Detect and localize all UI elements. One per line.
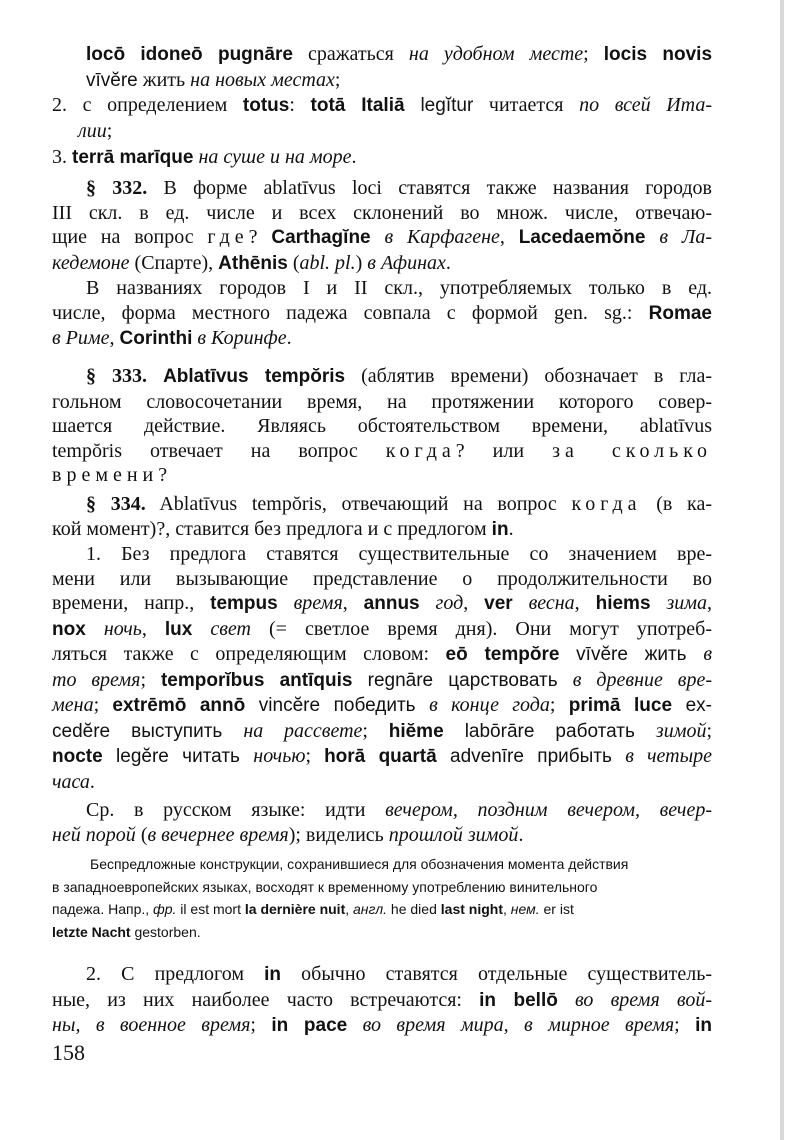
s332-line-1: § 332. В форме ablatīvus loci ставятся также названия городов — [86, 177, 712, 199]
s333-line-5: времени? — [52, 464, 168, 486]
note-line-2: в западноевропейских языках, восходят к временному употреблению винительного — [52, 878, 598, 895]
s334-line-4: мени или вызывающие представление о продолжительности во — [52, 567, 712, 590]
s333-line-3: шается действие. Являясь обстоятельством времени, ablatīvus — [52, 415, 712, 437]
line-loco-idoneo: locō idoneō pugnāre сражаться на удобном месте; locis novis — [86, 43, 713, 65]
s334-line-1: § 334. Ablatīvus tempŏris, отвечающий на вопрос когда (в ка- — [86, 493, 712, 515]
p2-line-2: ные, из них наиболее часто встречаются: in bellō во время вой- — [52, 988, 712, 1011]
section-332 — [52, 176, 712, 352]
page-number: 158 — [52, 1040, 85, 1065]
s333-line-2: гольном словосочетании время, на протяжении которого совер- — [52, 390, 712, 413]
s334-line-9: мена; extrēmō annō vincĕre победить в конце года; primā luce ex- — [52, 694, 712, 716]
s334-line-8: то время; temporĭbus antīquis regnāre царствовать в древние вре- — [52, 668, 712, 691]
list-item-3: 3. terrā marīque на суше и на море. — [52, 146, 357, 168]
s334-line-5: времени, напр., tempus время, annus год, ver весна, hiems зима, — [52, 592, 713, 614]
s333-line-1: § 333. Ablatīvus tempŏris (аблятив времени) обозначает в гла- — [86, 365, 712, 387]
s334-line-7: ляться также с определяющим словом: eō tempŏre vīvĕre жить в — [52, 643, 712, 665]
list-item-2-cont: лии; — [78, 119, 113, 142]
note-line-1: Беспредложные конструкции, сохранившиеся для обозначения момента действия — [90, 856, 629, 872]
s332-line-6: числе, форма местного падежа совпала с формой gen. sg.: Romae — [52, 301, 712, 324]
s332-line-3: щие на вопрос где? Carthagĭne в Карфагене, Lacedaemŏne в Ла- — [52, 226, 713, 248]
list-item-2: 2. с определением totus: totā Italiā legĭtur читается по всей Ита- — [52, 94, 713, 116]
note-line-4: letzte Nacht gestorben. — [52, 923, 201, 940]
paragraph-2-with-in — [52, 962, 712, 1039]
s334-line-12: часа. — [52, 770, 95, 793]
s334-line-10: cedĕre выступить на рассвете; hiĕme labōrāre работать зимой; — [52, 719, 713, 742]
section-333 — [52, 364, 712, 488]
s334-line-3: 1. Без предлога ставятся существительные со значением вре- — [86, 543, 712, 565]
s332-line-5: В названиях городов I и II скл., употребляемых только в ед. — [86, 277, 712, 299]
p2-line-3: ны, в военное время; in pace во время мира, в мирное время; in — [52, 1014, 712, 1036]
page-edge-shadow — [780, 0, 784, 1140]
note-line-3: падежа. Напр., фр. il est mort la dernière nuit, англ. he died last night, нем. er ist — [52, 901, 574, 917]
s332-line-2: III скл. в ед. числе и всех склонений во множ. числе, отвечаю- — [52, 201, 712, 224]
s334-line-2: кой момент)?, ставится без предлога и с предлогом in. — [52, 517, 514, 540]
s332-line-7: в Риме, Corinthi в Коринфе. — [52, 327, 292, 349]
comparison-line-2: ней порой (в вечернее время); виделись прошлой зимой. — [52, 823, 524, 846]
comparison-line-1: Ср. в русском языке: идти вечером, поздним вечером, вечер- — [86, 799, 712, 821]
p2-line-1: 2. С предлогом in обычно ставятся отдельные существитель- — [86, 963, 712, 985]
line-vivere: vīvĕre жить на новых местах; — [86, 68, 341, 91]
s334-line-11: nocte legĕre читать ночью; horā quartā advenīre прибыть в четыре — [52, 745, 712, 767]
s334-line-6: nox ночь, lux свет (= светлое время дня). Они могут употреб- — [52, 617, 713, 640]
small-print-note — [52, 853, 712, 943]
s332-line-4: кедемоне (Спарте), Athēnis (abl. pl.) в Афинах. — [52, 251, 451, 274]
top-list-block — [52, 42, 712, 171]
section-334 — [52, 492, 712, 847]
s333-line-4: tempŏris отвечает на вопрос когда? или за сколько — [52, 439, 712, 462]
